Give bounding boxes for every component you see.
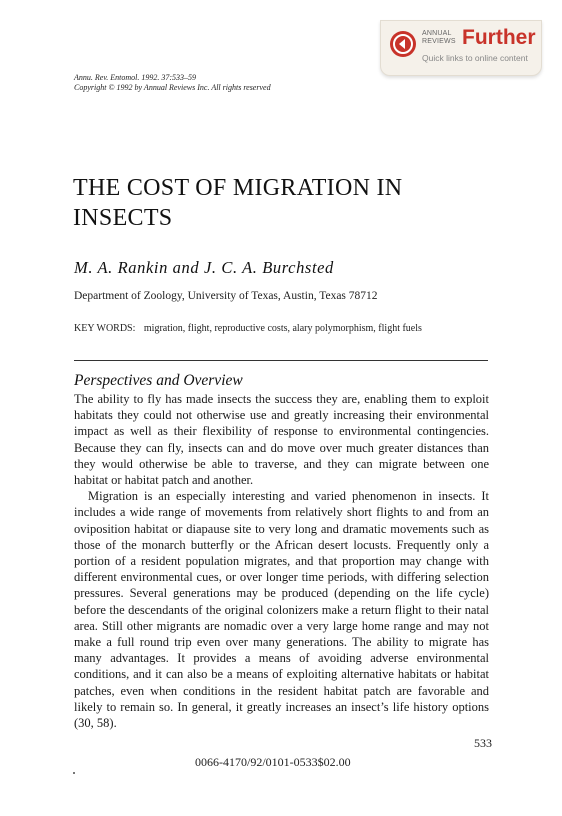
article-title: THE COST OF MIGRATION IN INSECTS — [73, 175, 403, 231]
paragraph: Migration is an especially interesting and varied phenomenon in insects. It includes a wide range of movements from relatively short flights to and from an oviposition habitat or diapause site to very long and dramatic movements such as those of the monarch butterfly or the African desert locusts. Frequently only a portion of a resident population migrates, and that proportion may change with different environmental cues, or over longer time periods, with differing selection pressures. Several generations may be produced (depending on the life cycle) before the descendants of the original colonizers make a return flight to their natal area. Still other migrants are nomadic over a very large home range and may not make a full round trip even over many generations. The ability to migrate has many advantages. It provides a means of avoiding adverse environmental conditions, and it can also be a means of exploiting alternative habitats or habitat patches, even when conditions in the resident habitat patch are favorable and likely to remain so. In general, it greatly increases an insect’s life history options (30, 58). — [74, 489, 489, 731]
badge-publisher-line: ANNUAL REVIEWS — [422, 30, 456, 45]
article-body — [74, 391, 489, 731]
keywords-list: migration, flight, reproductive costs, alary polymorphism, flight fuels — [143, 323, 422, 334]
section-divider — [74, 360, 488, 361]
journal-citation: Annu. Rev. Entomol. 1992. 37:533–59 — [74, 73, 197, 82]
further-badge[interactable] — [380, 20, 542, 76]
section-heading: Perspectives and Overview — [74, 372, 243, 389]
further-arrow-icon — [390, 31, 416, 57]
badge-subtitle: Quick links to online content — [422, 53, 528, 63]
author-affiliation: Department of Zoology, University of Texas, Austin, Texas 78712 — [74, 290, 378, 302]
issn-code: 0066-4170/92/0101-0533$02.00 — [195, 755, 351, 769]
scan-artifact-dot — [73, 772, 75, 774]
badge-title: Further — [462, 26, 536, 49]
article-authors: M. A. Rankin and J. C. A. Burchsted — [74, 258, 334, 277]
copyright-line: Copyright © 1992 by Annual Reviews Inc. All rights reserved — [74, 83, 271, 92]
page-number: 533 — [474, 736, 492, 750]
paragraph: The ability to fly has made insects the success they are, enabling them to exploit habitats they could not otherwise use and greatly increasing their environmental impact as well as their flexibility of response to environmental contingencies. Because they can fly, insects can and do move over much greater distances than they would otherwise be able to traverse, and they can migrate between one habitat or habitat patch and another. — [74, 392, 489, 488]
keywords-label: KEY WORDS: — [74, 323, 136, 334]
citation-block — [74, 73, 271, 93]
keywords-line — [74, 323, 422, 334]
